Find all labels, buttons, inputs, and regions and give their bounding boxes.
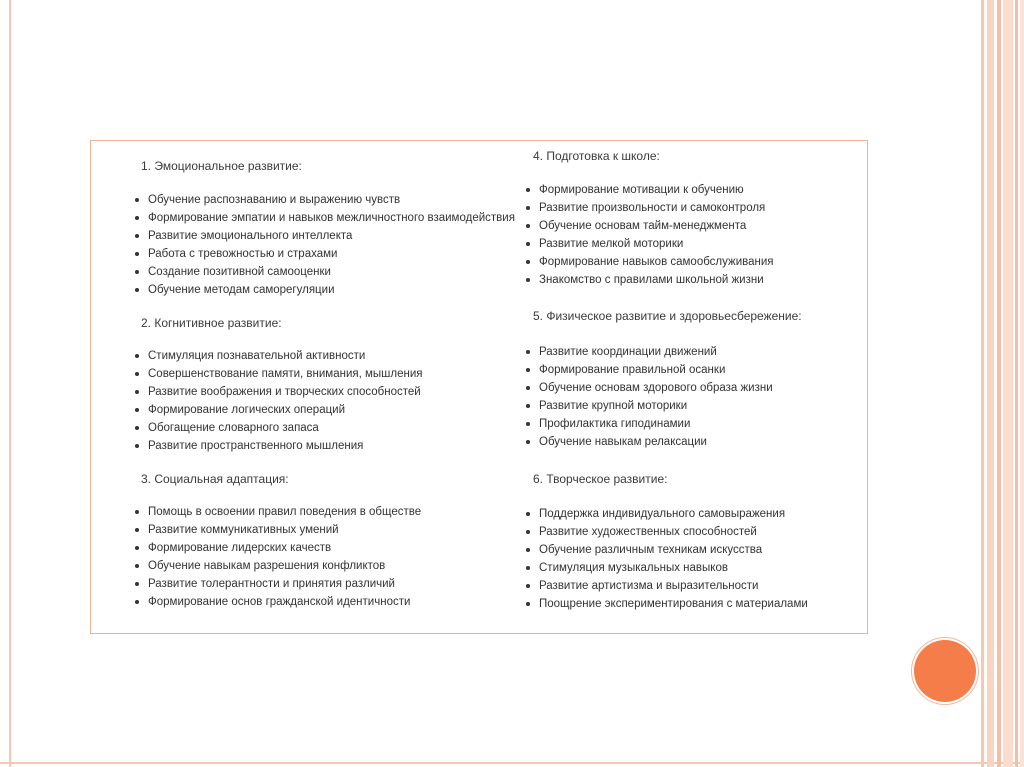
list-item: Обучение основам здорового образа жизни: [526, 379, 869, 397]
section-list: [526, 343, 869, 451]
bullet-icon: [135, 564, 139, 568]
list-item: Развитие координации движений: [526, 343, 869, 361]
bullet-icon: [135, 198, 139, 202]
list-item: Развитие эмоционального интеллекта: [135, 227, 491, 245]
section-list: [526, 505, 869, 613]
bullet-icon: [526, 386, 530, 390]
bullet-icon: [135, 288, 139, 292]
section-creative: [521, 470, 869, 613]
bullet-icon: [526, 188, 530, 192]
section-list: [135, 347, 491, 455]
bullet-icon: [526, 242, 530, 246]
bullet-icon: [526, 584, 530, 588]
bullet-icon: [526, 602, 530, 606]
decorative-stripe: [987, 0, 994, 767]
bullet-icon: [526, 206, 530, 210]
bullet-icon: [135, 582, 139, 586]
section-title: 1. Эмоциональное развитие:: [141, 159, 302, 173]
bullet-icon: [135, 528, 139, 532]
list-item: Развитие артистизма и выразительности: [526, 577, 869, 595]
bullet-icon: [135, 426, 139, 430]
bullet-icon: [135, 444, 139, 448]
list-item: Формирование эмпатии и навыков межличностного взаимодействия: [135, 209, 491, 227]
bullet-icon: [526, 368, 530, 372]
bullet-icon: [526, 260, 530, 264]
list-item: Обучение навыкам разрешения конфликтов: [135, 557, 491, 575]
left-border-line: [9, 0, 11, 767]
decorative-stripe: [1003, 0, 1013, 767]
list-item: Формирование основ гражданской идентичности: [135, 593, 491, 611]
section-social: [91, 470, 491, 611]
section-emotional: [91, 157, 515, 299]
list-item: Обучение основам тайм-менеджмента: [526, 217, 869, 235]
list-item: Развитие мелкой моторики: [526, 235, 869, 253]
content-box: [90, 140, 868, 634]
list-item: Развитие крупной моторики: [526, 397, 869, 415]
bullet-icon: [135, 390, 139, 394]
bullet-icon: [135, 372, 139, 376]
list-item: Формирование мотивации к обучению: [526, 181, 869, 199]
bullet-icon: [135, 600, 139, 604]
list-item: Развитие воображения и творческих способностей: [135, 383, 491, 401]
list-item: Формирование навыков самообслуживания: [526, 253, 869, 271]
list-item: Работа с тревожностью и страхами: [135, 245, 491, 263]
section-title: 4. Подготовка к школе:: [533, 149, 660, 163]
list-item: Обучение методам саморегуляции: [135, 281, 491, 299]
list-item: Знакомство с правилами школьной жизни: [526, 271, 869, 289]
bullet-icon: [135, 270, 139, 274]
list-item: Создание позитивной самооценки: [135, 263, 491, 281]
decorative-stripe: [1020, 0, 1024, 767]
list-item: Развитие художественных способностей: [526, 523, 869, 541]
list-item: Развитие толерантности и принятия различий: [135, 575, 491, 593]
list-item: Обучение распознаванию и выражению чувств: [135, 191, 491, 209]
decorative-stripe: [1015, 0, 1018, 767]
section-title: 3. Социальная адаптация:: [141, 472, 289, 486]
bullet-icon: [526, 404, 530, 408]
list-item: Стимуляция музыкальных навыков: [526, 559, 869, 577]
bullet-icon: [526, 512, 530, 516]
section-title: 6. Творческое развитие:: [533, 472, 668, 486]
decorative-circle: [914, 640, 976, 702]
list-item: Совершенствование памяти, внимания, мышления: [135, 365, 491, 383]
section-physical: [521, 307, 869, 451]
bullet-icon: [526, 224, 530, 228]
list-item: Помощь в освоении правил поведения в обществе: [135, 503, 491, 521]
decorative-stripe: [997, 0, 1001, 767]
list-item: Формирование логических операций: [135, 401, 491, 419]
bullet-icon: [135, 354, 139, 358]
list-item: Развитие коммуникативных умений: [135, 521, 491, 539]
bottom-border-line: [0, 762, 1024, 764]
list-item: Поощрение экспериментирования с материалами: [526, 595, 869, 613]
bullet-icon: [526, 422, 530, 426]
section-title: 2. Когнитивное развитие:: [141, 316, 282, 330]
bullet-icon: [135, 408, 139, 412]
bullet-icon: [526, 548, 530, 552]
section-list: [526, 181, 869, 289]
section-list: [135, 191, 515, 299]
list-item: Стимуляция познавательной активности: [135, 347, 491, 365]
list-item: Развитие пространственного мышления: [135, 437, 491, 455]
list-item: Профилактика гиподинамии: [526, 415, 869, 433]
section-title: 5. Физическое развитие и здоровьесбережение:: [533, 309, 802, 323]
list-item: Формирование лидерских качеств: [135, 539, 491, 557]
bullet-icon: [135, 252, 139, 256]
list-item: Обучение различным техникам искусства: [526, 541, 869, 559]
list-item: Поддержка индивидуального самовыражения: [526, 505, 869, 523]
bullet-icon: [526, 278, 530, 282]
section-school-prep: [521, 147, 869, 289]
decorative-stripe: [981, 0, 984, 767]
bullet-icon: [526, 566, 530, 570]
bullet-icon: [135, 546, 139, 550]
list-item: Обогащение словарного запаса: [135, 419, 491, 437]
bullet-icon: [135, 510, 139, 514]
list-item: Обучение навыкам релаксации: [526, 433, 869, 451]
bullet-icon: [135, 216, 139, 220]
list-item: Развитие произвольности и самоконтроля: [526, 199, 869, 217]
bullet-icon: [526, 530, 530, 534]
bullet-icon: [135, 234, 139, 238]
list-item: Формирование правильной осанки: [526, 361, 869, 379]
bullet-icon: [526, 440, 530, 444]
section-list: [135, 503, 491, 611]
bullet-icon: [526, 350, 530, 354]
section-cognitive: [91, 314, 491, 455]
